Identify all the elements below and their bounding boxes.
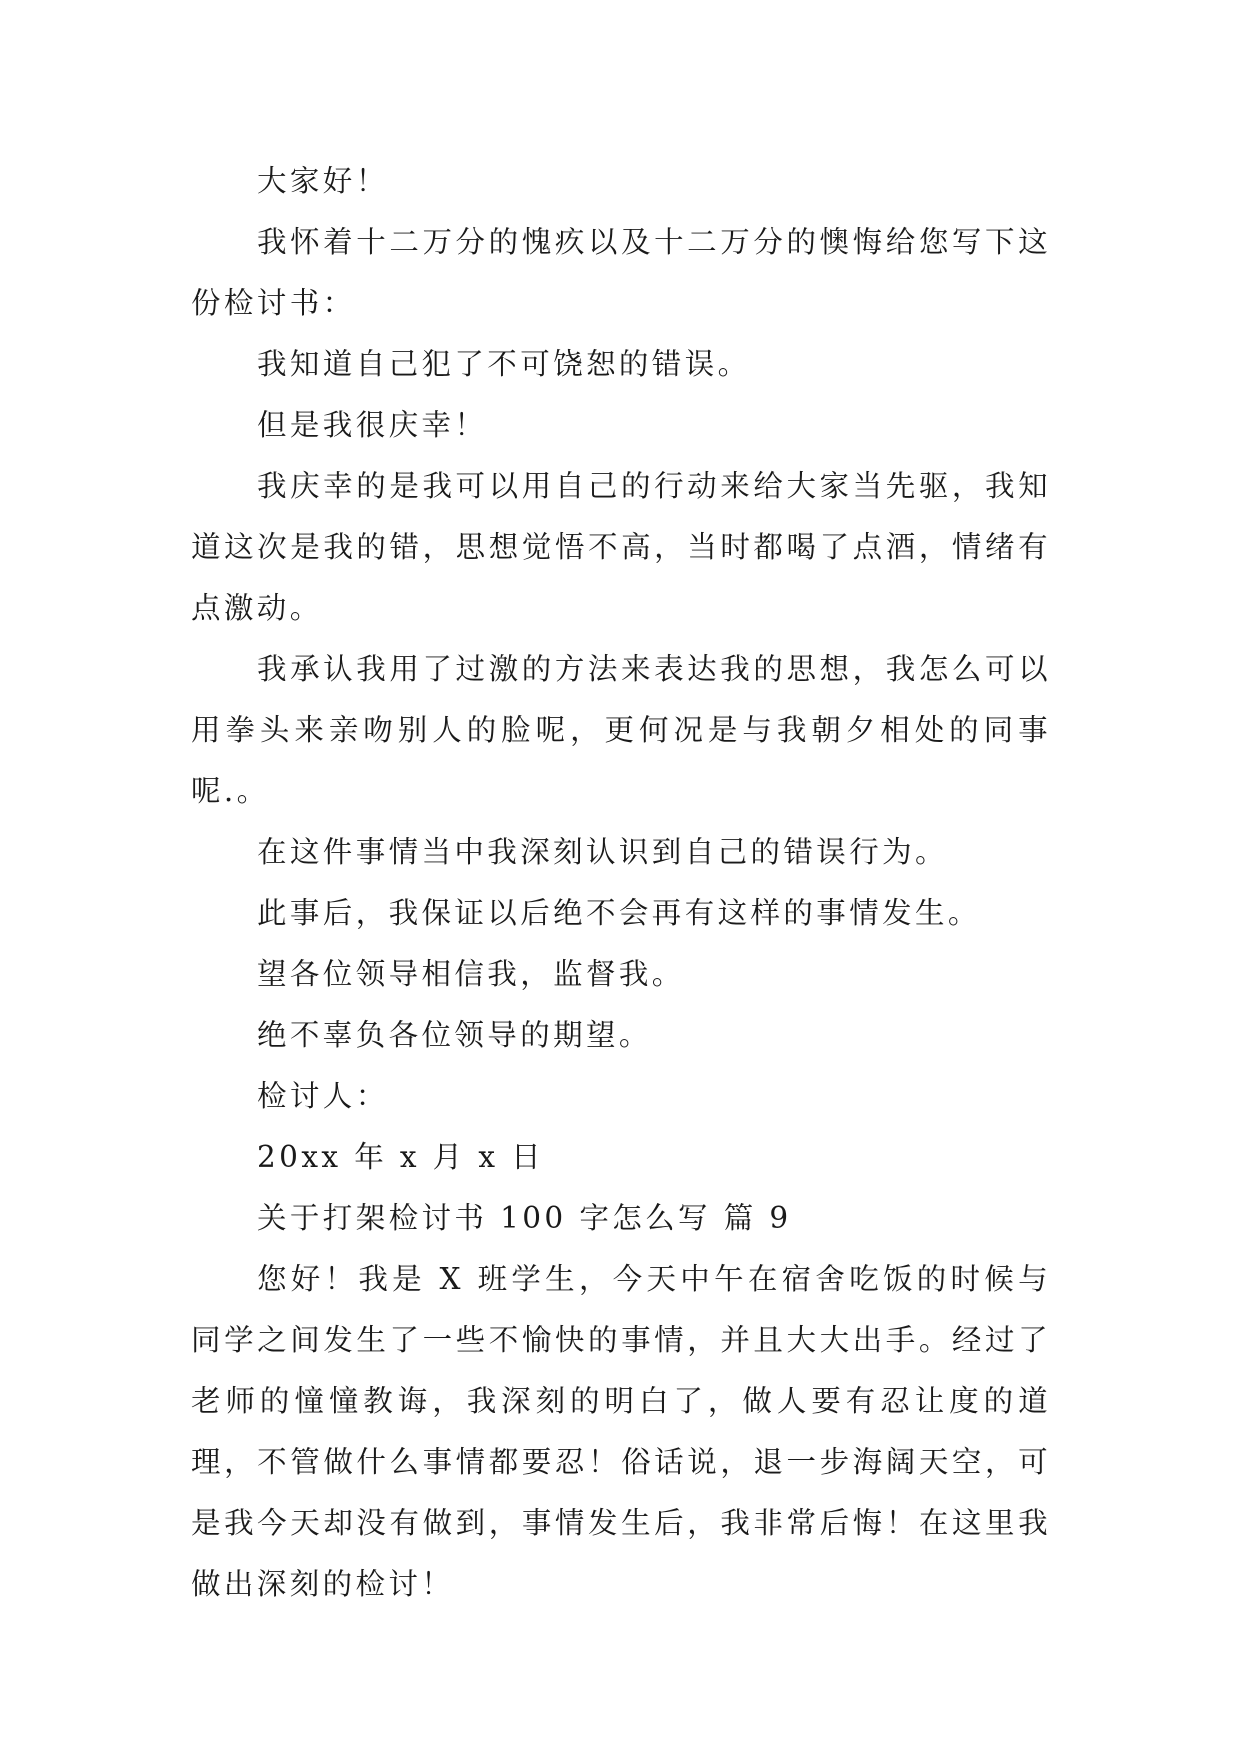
body-paragraph: 绝不辜负各位领导的期望。	[257, 1018, 652, 1052]
body-paragraph: 我承认我用了过激的方法来表达我的思想，我怎么可以用拳头来亲吻别人的脸呢，更何况是与我朝夕相处的同事呢.。	[191, 652, 1051, 808]
body-paragraph: 您好！我是 X 班学生，今天中午在宿舍吃饭的时候与同学之间发生了一些不愉快的事情，并且大大出手。经过了老师的憧憧教诲，我深刻的明白了，做人要有忍让度的道理，不管做什么事情都要忍！俗话说，退一步海阔天空，可是我今天却没有做到，事情发生后，我非常后悔！在这里我做出深刻的检讨！	[191, 1262, 1051, 1601]
body-paragraph: 望各位领导相信我，监督我。	[257, 957, 685, 991]
date-line: 20xx 年 x 月 x 日	[257, 1140, 545, 1174]
signature-label: 检讨人：	[257, 1079, 389, 1113]
body-paragraph: 我怀着十二万分的愧疚以及十二万分的懊悔给您写下这份检讨书：	[191, 225, 1051, 320]
body-paragraph: 此事后，我保证以后绝不会再有这样的事情发生。	[257, 896, 981, 930]
document-body	[191, 151, 1051, 1615]
body-paragraph: 但是我很庆幸！	[257, 408, 488, 442]
greeting-paragraph: 大家好！	[257, 164, 389, 198]
body-paragraph: 在这件事情当中我深刻认识到自己的错误行为。	[257, 835, 948, 869]
section-heading: 关于打架检讨书 100 字怎么写 篇 9	[257, 1201, 792, 1235]
body-paragraph: 我庆幸的是我可以用自己的行动来给大家当先驱，我知道这次是我的错，思想觉悟不高，当时都喝了点酒，情绪有点激动。	[191, 469, 1051, 625]
body-paragraph: 我知道自己犯了不可饶恕的错误。	[257, 347, 751, 381]
